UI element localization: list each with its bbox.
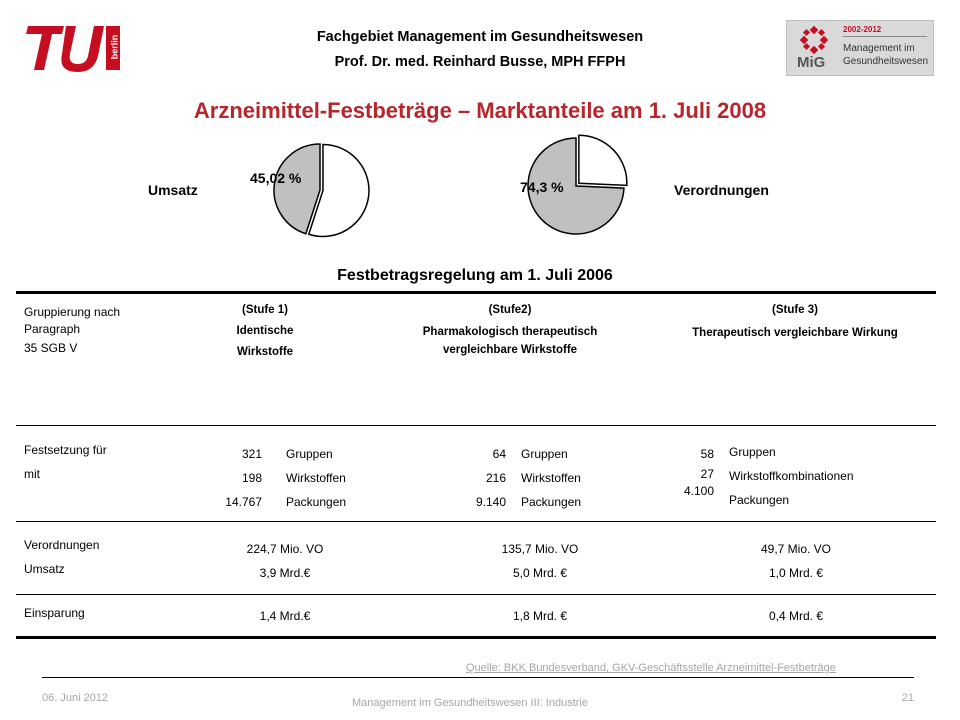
footer-date: 06. Juni 2012 [42,692,109,704]
stufe2-counts [450,442,506,514]
mig-name-line2: Gesundheitswesen [843,56,929,67]
page-number: 21 [901,692,914,704]
stufe2-unit-substances: Wirkstoffen [521,471,581,485]
row1-label-line2: Paragraph [24,322,81,336]
stufe1-counts [200,442,262,514]
row1-label-line1: Gruppierung nach [24,305,121,319]
row3-label [24,533,99,581]
row2-label-line1: Festsetzung für [24,443,107,457]
mig-emblem-icon [799,26,829,54]
footer-rule [42,677,914,678]
professor-name: Prof. Dr. med. Reinhard Busse, MPH FFPH [334,54,626,70]
table-top-rule [16,291,936,294]
stufe2-count-packages: 9.140 [475,495,506,509]
stufe1-units [286,442,346,514]
stufe2-units [521,442,581,514]
pie-verordnungen-label: Verordnungen [674,182,769,198]
stufe2-volume [455,537,625,585]
stufe3-units [729,440,854,512]
pie-verordnungen-remaining-slice [579,135,627,185]
stufe1-line2: Wirkstoffe [236,346,294,358]
stufe1-header [195,300,335,363]
table-rule-1 [16,425,936,426]
row3-label-line2: Umsatz [24,562,65,576]
stufe3-savings: 0,4 Mrd. € [768,609,824,623]
stufe3-count-combinations: 27 [700,467,714,481]
stufe3-unit-packages: Packungen [729,493,790,507]
stufe2-line2: vergleichbare Wirkstoffe [442,344,578,356]
stufe2-count-groups: 64 [492,447,506,461]
stufe2-revenue: 5,0 Mrd. € [512,566,568,580]
pie-umsatz-value-label: 45,02 % [250,170,302,186]
stufe1-count-groups: 321 [241,447,262,461]
stufe3-prescriptions: 49,7 Mio. VO [760,542,832,556]
stufe1-unit-packages: Packungen [286,495,347,509]
stufe3-counts [660,444,714,498]
stufe2-unit-groups: Gruppen [521,447,568,461]
stufe1-level: (Stufe 1) [242,304,288,316]
table-bottom-rule [16,636,936,639]
stufe1-count-substances: 198 [241,471,262,485]
mig-name-line1: Management im [843,43,915,54]
table-rule-2 [16,521,936,522]
stufe3-unit-combinations: Wirkstoffkombinationen [729,469,854,483]
stufe1-revenue: 3,9 Mrd.€ [259,566,311,580]
stufe2-level: (Stufe2) [488,304,532,316]
stufe1-savings: 1,4 Mrd.€ [259,609,311,623]
stufe1-prescriptions: 224,7 Mio. VO [246,542,324,556]
stufe2-header [400,300,620,359]
mig-logo [786,20,934,76]
stufe2-unit-packages: Packungen [521,495,582,509]
table-title: Festbetragsregelung am 1. Juli 2006 [337,267,613,284]
row4-label: Einsparung [24,606,85,620]
row1-label-line3: 35 SGB V [24,341,78,355]
stufe2-savings: 1,8 Mrd. € [512,609,568,623]
stufe3-count-groups: 58 [700,447,714,461]
pie-umsatz [270,138,374,242]
tu-logo-text: berlin [109,34,120,60]
pie-verordnungen-value-label: 74,3 % [520,179,564,195]
stufe3-volume [711,537,881,585]
stufe3-line1: Therapeutisch vergleichbare Wirkung [692,327,898,339]
mig-abbr: MiG [797,54,826,71]
stufe1-line1: Identische [236,325,294,337]
stufe3-count-packages: 4.100 [683,484,714,498]
source-note: Quelle: BKK Bundesverband, GKV-Geschäftsstelle Arzneimittel-Festbeträge [466,662,836,674]
stufe2-prescriptions: 135,7 Mio. VO [501,542,579,556]
stufe1-unit-groups: Gruppen [286,447,333,461]
page-title: Arzneimittel-Festbeträge – Marktanteile am 1. Juli 2008 [193,98,767,123]
stufe3-level: (Stufe 3) [772,304,818,316]
table-rule-3 [16,594,936,595]
row3-label-line1: Verordnungen [24,538,100,552]
stufe1-volume [200,537,370,585]
stufe1-unit-substances: Wirkstoffen [286,471,346,485]
stufe2-line1: Pharmakologisch therapeutisch [422,326,598,338]
stufe3-unit-groups: Gruppen [729,445,776,459]
department-name: Fachgebiet Management im Gesundheitswesen [316,29,644,45]
row2-label-line2: mit [24,467,40,481]
footer-course: Management im Gesundheitswesen III: Industrie [351,697,588,709]
stufe2-count-substances: 216 [485,471,506,485]
tu-berlin-logo [26,22,122,74]
stufe3-header [660,300,930,344]
mig-years: 2002-2012 [843,25,882,34]
stufe3-revenue: 1,0 Mrd. € [768,566,824,580]
pie-umsatz-label: Umsatz [148,182,198,198]
row1-label [24,304,120,357]
row2-label [24,438,107,486]
stufe1-count-packages: 14.767 [225,495,262,509]
